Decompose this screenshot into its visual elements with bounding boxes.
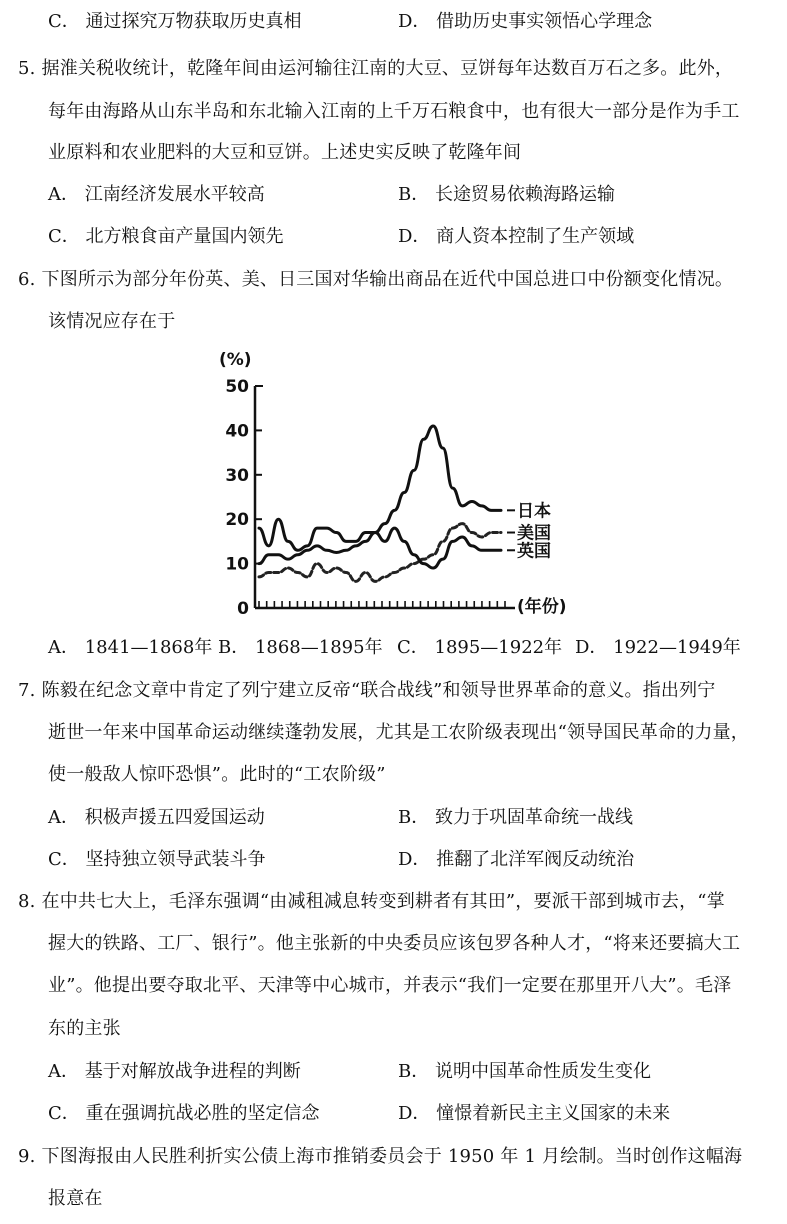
- q7-stem-line-3: 使一般敌人惊吓恐惧”。此时的“工农阶级”: [48, 764, 386, 785]
- y-axis-label: (%): [219, 350, 252, 370]
- q7-stem-line-2: 逝世一年来中国革命运动继续蓬勃发展，尤其是工农阶级表现出“领导国民革命的力量，: [48, 722, 749, 743]
- q6-option-a: A． 1841—1868年: [48, 637, 213, 658]
- series-line-0: [259, 426, 501, 564]
- q8-option-d: D． 憧憬着新民主主义国家的未来: [398, 1103, 671, 1124]
- q8-stem-line-2: 握大的铁路、工厂、银行”。他主张新的中央委员应该包罗各种人才，“将来还要搞大工: [48, 933, 741, 954]
- q8-stem-line-1: 8. 在中共七大上，毛泽东强调“由减租减息转变到耕者有其田”，要派干部到城市去，“掌: [18, 891, 725, 912]
- q5-option-d: D． 商人资本控制了生产领域: [398, 226, 635, 247]
- q6-option-d: D． 1922—1949年: [575, 637, 741, 658]
- q8-stem-line-4: 东的主张: [48, 1018, 121, 1039]
- q8-stem-line-3: 业”。他提出要夺取北平、天津等中心城市，并表示“我们一定要在那里开八大”。毛泽: [48, 975, 732, 996]
- q9-stem-line-2: 报意在: [48, 1188, 103, 1209]
- q6-stem-line-2: 该情况应存在于: [48, 311, 176, 332]
- y-tick-label-30: 30: [225, 465, 249, 486]
- q6-option-c: C． 1895—1922年: [397, 637, 563, 658]
- q4-option-d: D． 借助历史事实领悟心学理念: [398, 11, 653, 32]
- q4-option-c: C． 通过探究万物获取历史真相: [48, 11, 302, 32]
- q7-option-d: D． 推翻了北洋军阀反动统治: [398, 849, 635, 870]
- y-tick-label-10: 10: [225, 554, 249, 575]
- legend-label-1: 美国: [517, 523, 551, 544]
- q8-option-c: C． 重在强调抗战必胜的坚定信念: [48, 1103, 320, 1124]
- y-tick-label-0: 0: [237, 599, 249, 619]
- legend-label-2: 英国: [517, 541, 551, 562]
- q5-stem-line-2: 每年由海路从山东半岛和东北输入江南的上千万石粮食中，也有很大一部分是作为手工: [48, 101, 740, 122]
- y-tick-label-20: 20: [225, 510, 249, 531]
- q7-stem-line-1: 7. 陈毅在纪念文章中肯定了列宁建立反帝“联合战线”和领导世界革命的意义。指出列宁: [18, 680, 716, 701]
- q8-option-b: B． 说明中国革命性质发生变化: [398, 1061, 651, 1082]
- q7-option-b: B． 致力于巩固革命统一战线: [398, 807, 633, 828]
- q5-stem-line-1: 5. 据淮关税收统计，乾隆年间由运河输往江南的大豆、豆饼每年达数百万石之多。此外，: [18, 58, 734, 79]
- series-line-1: [259, 524, 501, 582]
- q5-stem-line-3: 业原料和农业肥料的大豆和豆饼。上述史实反映了乾隆年间: [48, 142, 522, 163]
- q7-option-c: C． 坚持独立领导武装斗争: [48, 849, 266, 870]
- q5-option-b: B． 长途贸易依赖海路运输: [398, 184, 615, 205]
- q8-option-a: A． 基于对解放战争进程的判断: [48, 1061, 301, 1082]
- x-axis-label: (年份): [517, 597, 567, 617]
- q6-stem-line-1: 6. 下图所示为部分年份英、美、日三国对华输出商品在近代中国总进口中份额变化情况。: [18, 269, 734, 290]
- q7-option-a: A． 积极声援五四爱国运动: [48, 807, 265, 828]
- trade-share-chart: [215, 343, 595, 623]
- legend-label-0: 日本: [517, 501, 551, 522]
- y-tick-label-50: 50: [225, 377, 249, 397]
- q9-stem-line-1: 9. 下图海报由人民胜利折实公债上海市推销委员会于 1950 年 1 月绘制。当时创作这幅海: [18, 1146, 743, 1167]
- q6-option-b: B． 1868—1895年: [218, 637, 383, 658]
- q5-option-a: A． 江南经济发展水平较高: [48, 184, 265, 205]
- y-tick-label-40: 40: [225, 421, 249, 442]
- q5-option-c: C． 北方粮食亩产量国内领先: [48, 226, 284, 247]
- chart-svg: [215, 343, 595, 623]
